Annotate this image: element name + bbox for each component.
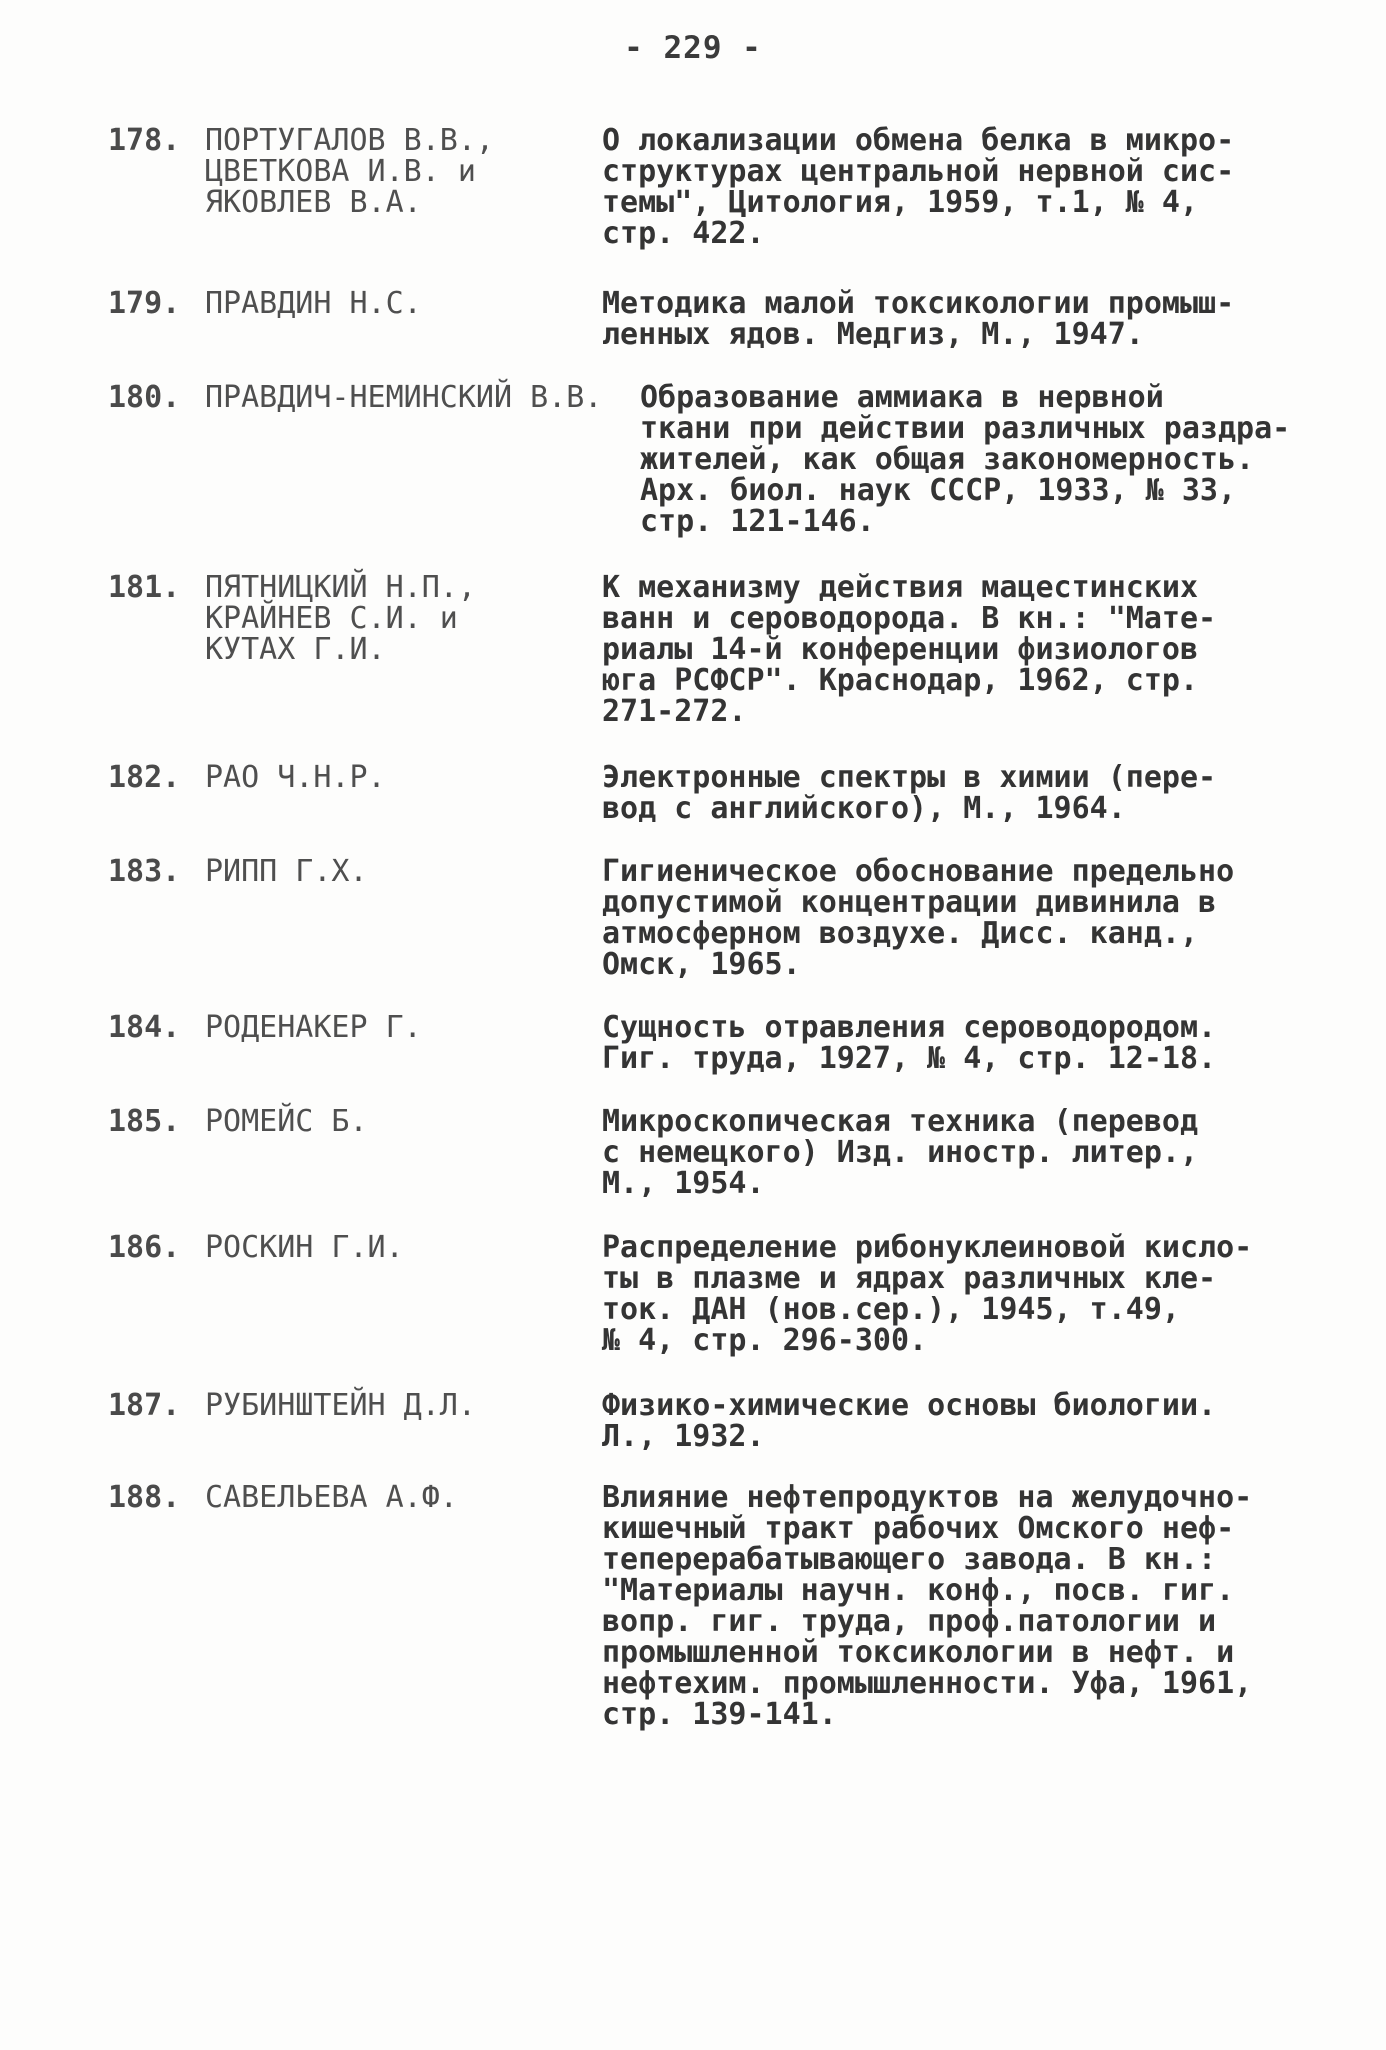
- entry-text: О локализации обмена белка в микро- структурах центральной нервной сис- темы", Цитология, 1959, т.1, № 4, стр. 422.: [602, 123, 1235, 251]
- entry-number: 188.: [108, 1480, 181, 1515]
- entry-number: 187.: [108, 1388, 181, 1423]
- entry-number: 183.: [108, 854, 181, 889]
- entry-text: К механизму действия мацестинских ванн и сероводорода. В кн.: "Мате- риалы 14-й конференции физиологов юга РСФСР". Краснодар, 1962, стр. 271-272.: [602, 570, 1217, 729]
- entry-author: РИПП Г.Х.: [205, 854, 368, 889]
- entry-text: Распределение рибонуклеиновой кисло- ты в плазме и ядрах различных кле- ток. ДАН (нов.сер.), 1945, т.49, № 4, стр. 296-300.: [602, 1230, 1253, 1358]
- entry-number: 178.: [108, 123, 181, 158]
- page-number: - 229 -: [624, 30, 762, 66]
- entry-author: РОСКИН Г.И.: [205, 1230, 404, 1265]
- entry-author: ПОРТУГАЛОВ В.В., ЦВЕТКОВА И.В. и ЯКОВЛЕВ В.А.: [205, 123, 494, 220]
- entry-number: 180.: [108, 380, 181, 415]
- entry-text: Физико-химические основы биологии. Л., 1932.: [602, 1388, 1217, 1454]
- entry-text: Сущность отравления сероводородом. Гиг. труда, 1927, № 4, стр. 12-18.: [602, 1010, 1217, 1076]
- entry-author: САВЕЛЬЕВА А.Ф.: [205, 1480, 458, 1515]
- entry-text: Электронные спектры в химии (пере- вод с английского), М., 1964.: [602, 760, 1217, 826]
- entry-author: РОДЕНАКЕР Г.: [205, 1010, 422, 1045]
- entry-number: 185.: [108, 1104, 181, 1139]
- entry-author: ПРАВДИЧ-НЕМИНСКИЙ В.В.: [205, 380, 603, 415]
- entry-text: Методика малой токсикологии промыш- ленных ядов. Медгиз, М., 1947.: [602, 286, 1235, 352]
- entry-text: Образование аммиака в нервной ткани при действии различных раздра- жителей, как общая закономерность. Арх. биол. наук СССР, 1933, № 33, стр. 121-146.: [640, 380, 1291, 539]
- entry-number: 181.: [108, 570, 181, 605]
- entry-author: РУБИНШТЕЙН Д.Л.: [205, 1388, 476, 1423]
- entry-author: ПРАВДИН Н.С.: [205, 286, 422, 321]
- entry-author: РОМЕЙС Б.: [205, 1104, 368, 1139]
- entry-text: Влияние нефтепродуктов на желудочно- кишечный тракт рабочих Омского неф- теперерабатывающего завода. В кн.: "Материалы научн. конф., посв. гиг. вопр. гиг. труда, проф.патологии и промышленной токсикологии в нефт. и нефтехим. промышленности. Уфа, 1961, стр. 139-141.: [602, 1480, 1253, 1732]
- entry-author: РАО Ч.Н.Р.: [205, 760, 386, 795]
- entry-author: ПЯТНИЦКИЙ Н.П., КРАЙНЕВ С.И. и КУТАХ Г.И.: [205, 570, 476, 667]
- entry-number: 184.: [108, 1010, 181, 1045]
- entry-number: 179.: [108, 286, 181, 321]
- entry-text: Микроскопическая техника (перевод с немецкого) Изд. иностр. литер., М., 1954.: [602, 1104, 1199, 1201]
- entry-number: 186.: [108, 1230, 181, 1265]
- entry-text: Гигиеническое обоснование предельно допустимой концентрации дивинила в атмосферном воздухе. Дисс. канд., Омск, 1965.: [602, 854, 1235, 982]
- entry-number: 182.: [108, 760, 181, 795]
